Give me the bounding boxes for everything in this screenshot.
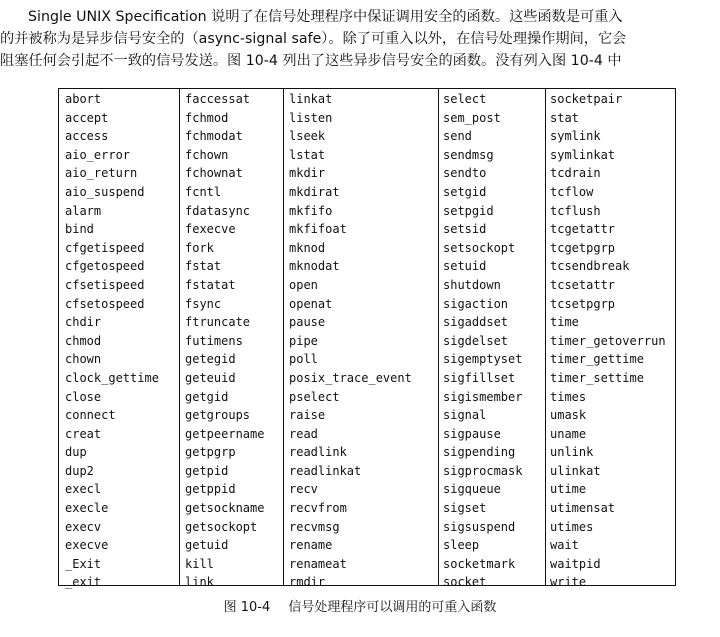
function-name-cell: sigismember: [443, 389, 523, 404]
function-name-cell: mkfifo: [289, 203, 333, 218]
function-name-cell: sigprocmask: [443, 463, 523, 478]
function-name-cell: umask: [550, 408, 587, 423]
function-name-cell: creat: [65, 426, 102, 441]
function-name-cell: chown: [65, 352, 102, 367]
function-name-cell: sigqueue: [443, 482, 501, 497]
function-name-cell: rmdir: [289, 575, 326, 590]
function-name-cell: recvfrom: [289, 501, 347, 516]
function-name-cell: sendto: [443, 166, 487, 181]
function-name-cell: read: [289, 426, 318, 441]
function-name-cell: tcflush: [550, 203, 601, 218]
table-column: [59, 89, 179, 590]
function-name-cell: setpgid: [443, 203, 494, 218]
figure-number: 图 10-4: [223, 600, 271, 615]
function-name-cell: time: [550, 315, 579, 330]
function-name-cell: accept: [65, 110, 109, 125]
function-name-cell: utimensat: [550, 501, 616, 516]
function-name-cell: abort: [65, 92, 102, 106]
function-name-cell: execle: [65, 501, 109, 516]
function-name-cell: renameat: [289, 556, 347, 571]
function-name-cell: setgid: [443, 184, 487, 199]
table-column: [545, 89, 675, 590]
function-name-cell: execv: [65, 519, 102, 534]
function-name-cell: linkat: [289, 92, 333, 106]
function-name-cell: dup: [65, 445, 87, 460]
function-name-cell: raise: [289, 408, 326, 423]
table-column: [283, 89, 438, 590]
function-name-cell: tcgetpgrp: [550, 240, 616, 255]
function-name-cell: ulinkat: [550, 463, 601, 478]
function-name-cell: pipe: [289, 333, 318, 348]
function-name-cell: _Exit: [65, 556, 102, 571]
function-name-cell: _exit: [65, 575, 102, 590]
function-name-cell: sigaction: [443, 296, 509, 311]
function-name-cell: poll: [289, 352, 318, 367]
function-name-cell: access: [65, 129, 109, 144]
function-table: [58, 88, 676, 590]
function-name-cell: timer_gettime: [550, 352, 644, 367]
function-name-cell: link: [185, 575, 214, 590]
function-name-cell: symlink: [550, 129, 601, 144]
function-name-cell: execl: [65, 482, 102, 497]
function-name-cell: fstatat: [185, 277, 236, 292]
function-name-cell: getegid: [185, 352, 236, 367]
function-name-cell: cfgetospeed: [65, 259, 145, 274]
function-name-cell: send: [443, 129, 472, 144]
function-name-cell: timer_settime: [550, 370, 644, 385]
intro-paragraph: [0, 6, 720, 72]
function-name-cell: openat: [289, 296, 333, 311]
function-name-cell: fchownat: [185, 166, 243, 181]
function-name-cell: fchown: [185, 147, 229, 162]
function-name-cell: chdir: [65, 315, 102, 330]
function-name-cell: wait: [550, 538, 579, 553]
function-name-cell: sem_post: [443, 110, 501, 125]
table-column: [179, 89, 283, 590]
function-name-cell: setuid: [443, 259, 487, 274]
function-name-cell: mknod: [289, 240, 326, 255]
function-name-cell: bind: [65, 222, 94, 237]
function-name-cell: shutdown: [443, 277, 501, 292]
function-name-cell: faccessat: [185, 92, 251, 106]
function-name-cell: getpgrp: [185, 445, 236, 460]
function-name-cell: mkdir: [289, 166, 326, 181]
function-name-cell: aio_suspend: [65, 184, 145, 199]
table-column: [438, 89, 545, 590]
function-name-cell: lstat: [289, 147, 326, 162]
function-name-cell: connect: [65, 408, 116, 423]
function-name-cell: setsockopt: [443, 240, 516, 255]
function-name-cell: clock_gettime: [65, 370, 159, 385]
function-name-cell: tcgetattr: [550, 222, 616, 237]
function-name-cell: socketpair: [550, 92, 623, 106]
function-name-cell: recvmsg: [289, 519, 340, 534]
function-name-cell: signal: [443, 408, 487, 423]
function-name-cell: fexecve: [185, 222, 236, 237]
function-name-cell: sigdelset: [443, 333, 509, 348]
function-name-cell: readlink: [289, 445, 347, 460]
function-name-cell: socketmark: [443, 556, 516, 571]
function-name-cell: futimens: [185, 333, 243, 348]
function-name-cell: ftruncate: [185, 315, 251, 330]
function-name-cell: chmod: [65, 333, 102, 348]
function-name-cell: unlink: [550, 445, 594, 460]
function-name-cell: write: [550, 575, 587, 590]
function-name-cell: cfsetispeed: [65, 277, 145, 292]
function-name-cell: getpeername: [185, 426, 265, 441]
function-name-cell: sigset: [443, 501, 487, 516]
function-name-cell: socket: [443, 575, 487, 590]
function-name-cell: getpid: [185, 463, 229, 478]
function-name-cell: kill: [185, 556, 214, 571]
function-name-cell: posix_trace_event: [289, 370, 412, 385]
function-name-cell: alarm: [65, 203, 102, 218]
function-name-cell: close: [65, 389, 102, 404]
function-name-cell: uname: [550, 426, 587, 441]
function-name-cell: execve: [65, 538, 109, 553]
function-name-cell: getgid: [185, 389, 229, 404]
function-name-cell: fstat: [185, 259, 222, 274]
function-name-cell: sigsuspend: [443, 519, 516, 534]
function-name-cell: geteuid: [185, 370, 236, 385]
function-name-cell: mkdirat: [289, 184, 340, 199]
function-name-cell: select: [443, 92, 487, 106]
function-name-cell: times: [550, 389, 587, 404]
function-name-cell: tcsetattr: [550, 277, 616, 292]
function-name-cell: utimes: [550, 519, 594, 534]
function-name-cell: fcntl: [185, 184, 222, 199]
function-name-cell: fdatasync: [185, 203, 251, 218]
function-name-cell: setsid: [443, 222, 487, 237]
function-name-cell: readlinkat: [289, 463, 362, 478]
function-name-cell: sendmsg: [443, 147, 494, 162]
function-name-cell: sigfillset: [443, 370, 516, 385]
function-name-cell: sigaddset: [443, 315, 509, 330]
function-name-cell: sigpause: [443, 426, 501, 441]
function-name-cell: fchmod: [185, 110, 229, 125]
function-name-cell: aio_error: [65, 147, 131, 162]
function-name-cell: symlinkat: [550, 147, 616, 162]
function-name-cell: getppid: [185, 482, 236, 497]
function-name-cell: open: [289, 277, 318, 292]
function-name-cell: mkfifoat: [289, 222, 347, 237]
figure-title: 信号处理程序可以调用的可重入函数: [288, 600, 497, 615]
function-name-cell: recv: [289, 482, 318, 497]
function-name-cell: getuid: [185, 538, 229, 553]
function-name-cell: pause: [289, 315, 326, 330]
figure-caption: [0, 596, 720, 615]
function-name-cell: sigemptyset: [443, 352, 523, 367]
function-name-cell: rename: [289, 538, 333, 553]
function-name-cell: pselect: [289, 389, 340, 404]
function-name-cell: getsockname: [185, 501, 265, 516]
function-name-cell: tcdrain: [550, 166, 601, 181]
function-name-cell: mknodat: [289, 259, 340, 274]
function-name-cell: tcflow: [550, 184, 594, 199]
function-name-cell: getgroups: [185, 408, 251, 423]
function-name-cell: waitpid: [550, 556, 601, 571]
intro-line-2: 的并被称为是异步信号安全的（async-signal safe）。除了可重入以外，在信号处理操作期间，它会: [0, 31, 627, 47]
function-name-cell: aio_return: [65, 166, 138, 181]
function-name-cell: stat: [550, 110, 579, 125]
function-name-cell: getsockopt: [185, 519, 258, 534]
function-name-cell: dup2: [65, 463, 94, 478]
function-name-cell: listen: [289, 110, 333, 125]
function-name-cell: sleep: [443, 538, 480, 553]
function-name-cell: fsync: [185, 296, 222, 311]
function-name-cell: lseek: [289, 129, 326, 144]
function-name-cell: cfsetospeed: [65, 296, 145, 311]
intro-line-3: 阻塞任何会引起不一致的信号发送。图 10-4 列出了这些异步信号安全的函数。没有列入图 10-4 中: [0, 53, 622, 69]
function-name-cell: cfgetispeed: [65, 240, 145, 255]
intro-line-1: Single UNIX Specification 说明了在信号处理程序中保证调用安全的函数。这些函数是可重入: [28, 9, 623, 25]
function-name-cell: fork: [185, 240, 214, 255]
function-name-cell: tcsetpgrp: [550, 296, 616, 311]
function-name-cell: timer_getoverrun: [550, 333, 666, 348]
function-name-cell: fchmodat: [185, 129, 243, 144]
function-name-cell: tcsendbreak: [550, 259, 630, 274]
function-name-cell: utime: [550, 482, 587, 497]
function-name-cell: sigpending: [443, 445, 516, 460]
